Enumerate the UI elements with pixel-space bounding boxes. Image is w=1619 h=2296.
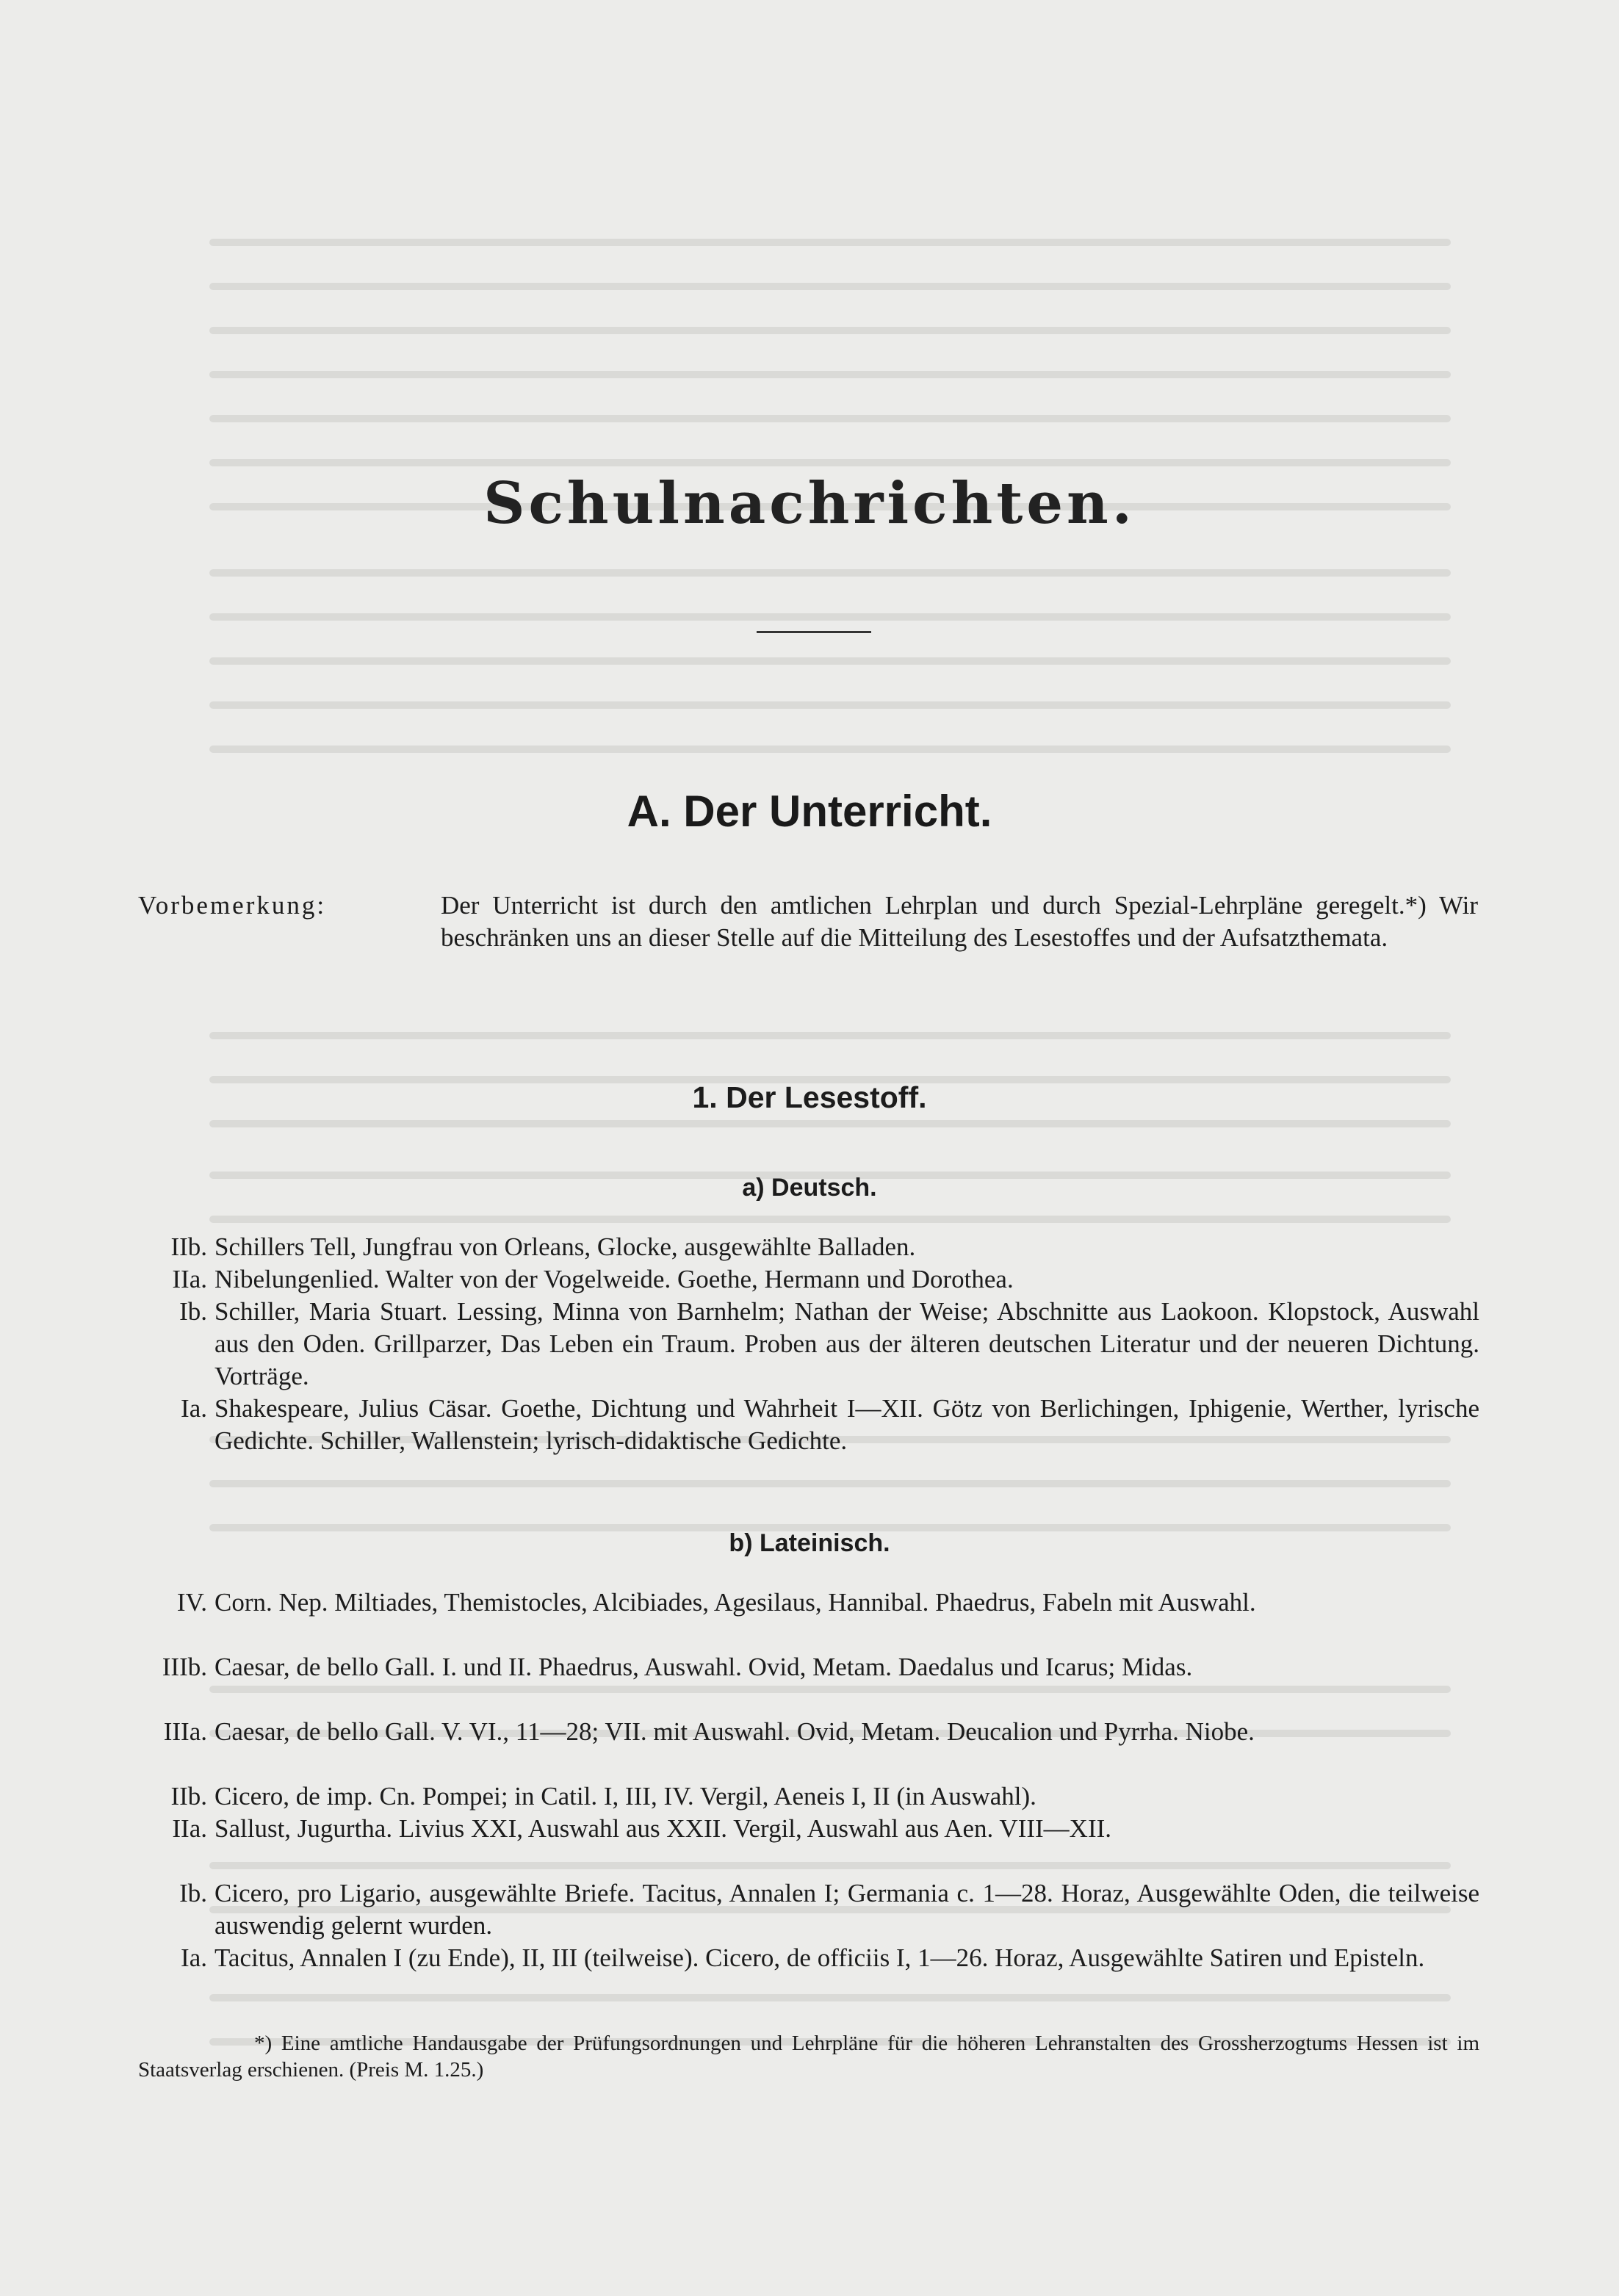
reading-entry: Corn. Nep. Miltiades, Themistocles, Alcibiades, Agesilaus, Hannibal. Phaedrus, Fabeln mit Auswahl. <box>214 1588 1256 1617</box>
reading-entry: Sallust, Jugurtha. Livius XXI, Auswahl aus XXII. Vergil, Auswahl aus Aen. VIII—XII. <box>214 1814 1112 1843</box>
class-label: IIb. <box>170 1782 207 1811</box>
reading-entry: Shakespeare, Julius Cäsar. Goethe, Dichtung und Wahrheit I—XII. Götz von Berlichingen, Iphigenie, Werther, lyrische Gedichte. Schiller, Wallenstein; lyrisch-didaktische Gedichte. <box>214 1394 1479 1455</box>
footnote-text: *) Eine amtliche Handausgabe der Prüfungsordnungen und Lehrpläne für die höheren Lehranstalten des Grossherzogtums Hessen ist im Staatsverlag erschienen. (Preis M. 1.25.) <box>138 2032 1479 2082</box>
class-label: IV. <box>176 1588 207 1617</box>
class-label: IIIb. <box>162 1653 207 1681</box>
reading-entry: Schillers Tell, Jungfrau von Orleans, Glocke, ausgewählte Balladen. <box>214 1232 916 1261</box>
heading-lateinisch: b) Lateinisch. <box>729 1529 890 1557</box>
class-label: IIIa. <box>163 1717 207 1746</box>
vorbemerkung-label: Vorbemerkung: <box>138 891 327 920</box>
reading-entry: Cicero, de imp. Cn. Pompei; in Catil. I, III, IV. Vergil, Aeneis I, II (in Auswahl). <box>214 1782 1036 1811</box>
page-title: Schulnachrichten. <box>483 470 1136 537</box>
section-heading-unterricht: A. Der Unterricht. <box>627 787 992 836</box>
reading-entry: Caesar, de bello Gall. I. und II. Phaedrus, Auswahl. Ovid, Metam. Daedalus und Icarus; Midas. <box>214 1653 1193 1681</box>
class-label: IIa. <box>172 1814 207 1843</box>
class-label: Ia. <box>181 1394 207 1423</box>
reading-entry: Schiller, Maria Stuart. Lessing, Minna von Barnhelm; Nathan der Weise; Abschnitte aus Laokoon. Klopstock, Auswahl aus den Oden. Grillparzer, Das Leben ein Traum. Proben aus der älteren deutschen Literatur und der neueren Dichtung. Vorträge. <box>214 1297 1479 1390</box>
subsection-heading-lesestoff: 1. Der Lesestoff. <box>692 1080 927 1114</box>
reading-entry: Caesar, de bello Gall. V. VI., 11—28; VII. mit Auswahl. Ovid, Metam. Deucalion und Pyrrha. Niobe. <box>214 1717 1255 1746</box>
class-label: IIb. <box>170 1232 207 1261</box>
reading-entry: Cicero, pro Ligario, ausgewählte Briefe. Tacitus, Annalen I; Germania c. 1—28. Horaz, Ausgewählte Oden, die teilweise auswendig gelernt wurden. <box>214 1879 1479 1940</box>
title-divider <box>757 631 871 633</box>
class-label: Ia. <box>181 1943 207 1972</box>
reading-entry: Tacitus, Annalen I (zu Ende), II, III (teilweise). Cicero, de officiis I, 1—26. Horaz, Ausgewählte Satiren und Episteln. <box>214 1943 1425 1972</box>
class-label: Ib. <box>179 1297 207 1326</box>
reading-entry: Nibelungenlied. Walter von der Vogelweide. Goethe, Hermann und Dorothea. <box>214 1265 1014 1293</box>
class-label: IIa. <box>172 1265 207 1293</box>
class-label: Ib. <box>179 1879 207 1907</box>
vorbemerkung-text: Der Unterricht ist durch den amtlichen Lehrplan und durch Spezial-Lehrpläne geregelt.*) Wir beschränken uns an dieser Stelle auf die Mitteilung des Lesestoffes und der Aufsatzthemata. <box>441 891 1478 952</box>
heading-deutsch: a) Deutsch. <box>742 1174 877 1202</box>
footnote <box>138 2030 1479 2083</box>
